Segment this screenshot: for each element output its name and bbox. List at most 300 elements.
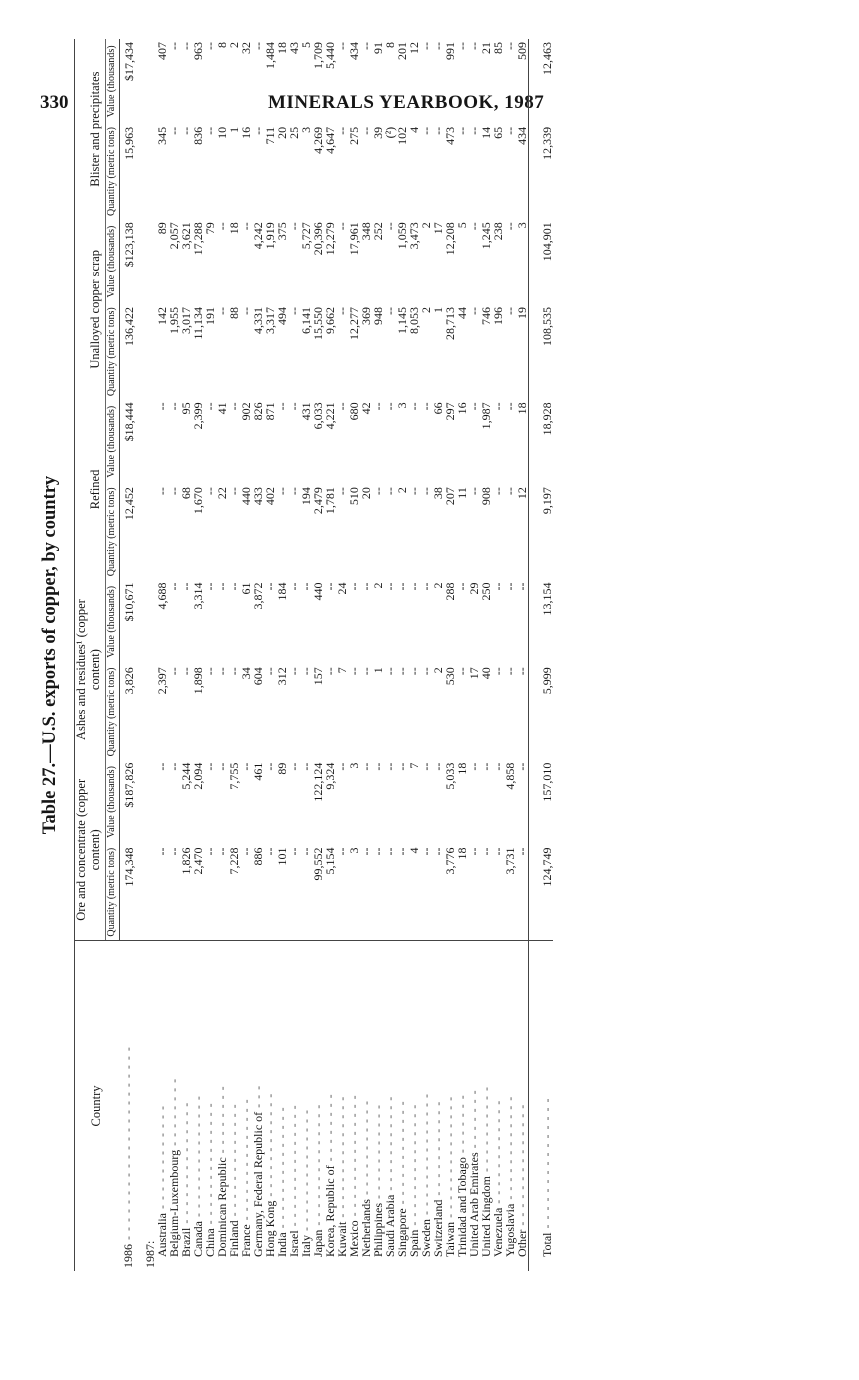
cell-quantity: --	[286, 306, 301, 315]
cell-quantity: 7	[334, 667, 349, 674]
leader-dots: - - - - - - - - - - - - - -	[442, 1095, 457, 1222]
cell-value: 461	[250, 762, 265, 781]
cell-quantity: --	[454, 126, 469, 135]
cell-quantity: 99,552	[310, 847, 325, 881]
cell-value: 1,059	[394, 222, 409, 250]
cell-quantity: --	[250, 126, 265, 135]
total-label-text: Total	[539, 1232, 554, 1257]
table-title: Table 27.—U.S. exports of copper, by country	[40, 475, 60, 835]
cell-quantity: --	[358, 667, 373, 676]
quantity-subheader: Quantity (metric tons)	[105, 664, 119, 759]
country-name: Taiwan	[442, 1221, 457, 1257]
cell-quantity: 7,228	[226, 847, 241, 875]
cell-quantity: 11	[454, 487, 469, 499]
country-name: Netherlands	[358, 1199, 373, 1257]
cell-value: 18,928	[528, 399, 553, 484]
cell-value: 18	[274, 42, 289, 54]
cell-value: --	[394, 582, 409, 591]
cell-quantity: 746	[478, 306, 493, 325]
cell-value: 2	[430, 582, 445, 589]
cell-value: --	[454, 582, 469, 591]
cell-quantity: 15,550	[310, 306, 325, 340]
cell-quantity: 886	[250, 847, 265, 866]
cell-quantity: 15,963	[121, 126, 136, 160]
cell-value: 871	[262, 402, 277, 421]
leader-dots: - - - - - - - - - -	[478, 1086, 493, 1176]
leader-dots: - - -	[250, 1084, 265, 1112]
cell-quantity: 12	[514, 487, 529, 500]
cell-value: $187,826	[121, 762, 136, 808]
cell-quantity: 34	[238, 667, 253, 680]
cell-value: --	[286, 222, 301, 231]
cell-value: 17	[430, 222, 445, 235]
cell-value: 4,242	[250, 222, 265, 250]
cell-value: 3,314	[190, 582, 205, 610]
cell-quantity: 345	[154, 126, 169, 145]
leader-dots: - - - - - - -	[466, 1089, 481, 1153]
cell-value: --	[226, 582, 241, 591]
leader-dots: - - - - - - - - - - - - - -	[310, 1103, 325, 1230]
table-row	[408, 39, 420, 1271]
cell-value: 12,208	[442, 222, 457, 256]
total-label	[528, 940, 553, 1271]
group-header-blister: Blister and precipitates	[75, 39, 106, 219]
cell-value: 61	[238, 582, 253, 595]
leader-dots: - - - - - - - - - - - -	[490, 1099, 505, 1208]
cell-value: 13,154	[528, 580, 553, 665]
leader-dots: - - - - - - - - - - - - -	[226, 1103, 241, 1221]
cell-value: 2,057	[166, 222, 181, 250]
cell-value: --	[370, 402, 385, 411]
value-subheader: Value (thousands)	[105, 399, 119, 484]
cell-value: 1,919	[262, 222, 277, 250]
cell-value: --	[382, 402, 397, 411]
cell-value: --	[202, 42, 217, 50]
cell-value: 297	[442, 402, 457, 421]
cell-quantity: 3,826	[121, 667, 136, 695]
cell-value: 29	[466, 582, 481, 595]
table-body	[119, 39, 553, 1271]
cell-value: --	[454, 42, 469, 50]
cell-quantity: 3	[346, 847, 361, 854]
cell-quantity: 19	[514, 306, 529, 319]
cell-quantity: 8,053	[406, 306, 421, 334]
page-number: 330	[40, 92, 69, 113]
cell-value: --	[382, 762, 397, 771]
table-row	[420, 39, 432, 1271]
table-row	[516, 39, 529, 1271]
cell-value: --	[478, 762, 493, 771]
group-header-ore: Ore and concentrate (copper content)	[75, 760, 106, 941]
cell-value: 250	[478, 582, 493, 601]
cell-value: 8	[382, 42, 397, 48]
cell-quantity: 12,339	[528, 124, 553, 219]
cell-quantity: --	[178, 126, 193, 135]
cell-quantity: --	[214, 667, 229, 676]
cell-quantity: 17	[466, 667, 481, 680]
cell-value: 201	[394, 42, 409, 60]
cell-quantity: 530	[442, 667, 457, 686]
cell-value: --	[286, 762, 301, 771]
cell-quantity: 1,781	[322, 487, 337, 515]
cell-value: 3	[346, 762, 361, 769]
cell-quantity: --	[394, 667, 409, 676]
cell-quantity: --	[490, 667, 505, 676]
leader-dots: - - - - - - - - - - - - - -	[238, 1098, 253, 1225]
cell-value: --	[334, 402, 349, 411]
cell-value: 2,399	[190, 402, 205, 430]
cell-value: --	[274, 402, 289, 411]
cell-quantity: --	[202, 847, 217, 856]
cell-quantity: 9,662	[322, 306, 337, 334]
table-row	[480, 39, 492, 1271]
cell-value: 1,987	[478, 402, 493, 430]
cell-quantity: 4,647	[322, 126, 337, 154]
cell-value: --	[286, 402, 301, 411]
cell-quantity: --	[154, 847, 169, 856]
table-row	[492, 39, 504, 1271]
cell-quantity: 11,134	[190, 306, 205, 340]
cell-quantity: --	[382, 847, 397, 856]
cell-value: --	[502, 222, 517, 231]
cell-value: --	[382, 582, 397, 591]
cell-value: --	[370, 762, 385, 771]
cell-value: --	[394, 762, 409, 771]
cell-quantity: --	[334, 487, 349, 496]
table-row	[312, 39, 324, 1271]
cell-quantity: 108,535	[528, 304, 553, 399]
cell-value: --	[466, 42, 481, 50]
cell-quantity: 12,277	[346, 306, 361, 340]
group-header-unalloyed-scrap: Unalloyed copper scrap	[75, 219, 106, 399]
cell-quantity: 124,749	[528, 844, 553, 940]
cell-quantity: --	[286, 667, 301, 676]
leader-dots: - - - - - - - - - - -	[358, 1100, 373, 1200]
value-subheader: Value (thousands)	[105, 760, 119, 845]
leader-dots: - - - - - - - - - - - - - -	[334, 1095, 349, 1222]
cell-value: 1,245	[478, 222, 493, 250]
table-row	[348, 39, 360, 1271]
table-row	[456, 39, 468, 1271]
country-name: Japan	[310, 1229, 325, 1257]
leader-dots: - - - - - - - - - - - -	[394, 1100, 409, 1209]
cell-quantity: --	[502, 306, 517, 315]
cell-quantity: 38	[430, 487, 445, 500]
country-name: France	[238, 1224, 253, 1257]
cell-quantity: 16	[238, 126, 253, 139]
cell-value: --	[490, 582, 505, 591]
country-name: Finland	[226, 1220, 241, 1257]
cell-value: --	[202, 402, 217, 411]
cell-value: 238	[490, 222, 505, 241]
cell-quantity: 1,826	[178, 847, 193, 875]
cell-value: --	[166, 402, 181, 411]
cell-value: --	[202, 582, 217, 591]
cell-quantity: 12,452	[121, 487, 136, 521]
cell-quantity: --	[214, 847, 229, 856]
cell-quantity: 68	[178, 487, 193, 500]
row-1986	[119, 39, 140, 1271]
cell-quantity: 142	[154, 306, 169, 325]
leader-dots: - - - - - - -	[454, 1094, 469, 1158]
leader-dots: - - - - - - - - - - - - - -	[514, 1103, 529, 1230]
cell-value: 991	[442, 42, 457, 60]
cell-quantity: 101	[274, 847, 289, 866]
cell-value: 826	[250, 402, 265, 421]
cell-quantity: --	[238, 306, 253, 315]
leader-dots: - - - - - - - - - - - - - -	[286, 1104, 301, 1231]
cell-quantity: 136,422	[121, 306, 136, 346]
cell-quantity: --	[418, 847, 433, 856]
cell-value: --	[334, 762, 349, 771]
table-row	[228, 39, 240, 1271]
cell-value: 431	[298, 402, 313, 421]
cell-value: --	[334, 42, 349, 50]
cell-value: 24	[334, 582, 349, 595]
cell-value: --	[298, 582, 313, 591]
cell-quantity: --	[286, 847, 301, 856]
table-row	[372, 39, 384, 1271]
leader-dots: - - - - - - - - - - -	[382, 1095, 397, 1195]
cell-value: --	[214, 762, 229, 771]
cell-value: --	[418, 402, 433, 411]
cell-quantity: --	[202, 667, 217, 676]
cell-quantity: 22	[214, 487, 229, 500]
country-name: Switzerland	[430, 1199, 445, 1257]
country-name: United Arab Emirates	[466, 1152, 481, 1257]
country-name: Australia	[154, 1213, 169, 1257]
cell-quantity: 20	[358, 487, 373, 500]
table-row	[288, 39, 300, 1271]
row-label-text: 1986	[121, 1244, 136, 1268]
cell-quantity: --	[298, 667, 313, 676]
cell-quantity: --	[370, 847, 385, 856]
country-name: Italy	[298, 1235, 313, 1257]
leader-dots: - - - - - - - - - - -	[430, 1100, 445, 1200]
cell-quantity: 1	[430, 306, 445, 313]
country-name: Trinidad and Tobago	[454, 1157, 469, 1257]
cell-quantity: 2	[430, 667, 445, 674]
cell-value: 3	[394, 402, 409, 409]
cell-quantity: --	[466, 126, 481, 135]
spacer-cell	[140, 39, 156, 940]
cell-quantity: 440	[238, 487, 253, 506]
cell-value: 21	[478, 42, 493, 54]
cell-value: 3,473	[406, 222, 421, 250]
country-name: Mexico	[346, 1220, 361, 1257]
cell-quantity: --	[382, 306, 397, 315]
cell-quantity: --	[226, 487, 241, 496]
cell-quantity: --	[202, 487, 217, 496]
cell-quantity: --	[502, 487, 517, 496]
group-header-refined: Refined	[75, 399, 106, 579]
cell-value: 32	[238, 42, 253, 54]
year-label: 1987:	[140, 940, 156, 1271]
cell-value: 43	[286, 42, 301, 54]
cell-value: 66	[430, 402, 445, 415]
cell-value: --	[214, 222, 229, 231]
cell-value: --	[226, 402, 241, 411]
table-row	[504, 39, 516, 1271]
cell-value: --	[154, 402, 169, 411]
table-row	[384, 39, 396, 1271]
cell-value: --	[358, 42, 373, 50]
value-subheader: Value (thousands)	[105, 39, 119, 124]
country-name: Belgium-Luxembourg	[166, 1149, 181, 1257]
cell-value: 91	[370, 42, 385, 54]
cell-value: --	[166, 42, 181, 50]
country-name: India	[274, 1232, 289, 1257]
cell-quantity: --	[466, 487, 481, 496]
cell-quantity: 312	[274, 667, 289, 686]
leader-dots: - - - - - - - - - - - - - -	[178, 1101, 193, 1228]
cell-value: 7,755	[226, 762, 241, 790]
cell-value: --	[154, 762, 169, 771]
running-header: MINERALS YEARBOOK, 1987	[268, 92, 545, 113]
cell-quantity: --	[418, 126, 433, 135]
country-name: Venezuela	[490, 1207, 505, 1257]
cell-quantity: 18	[454, 847, 469, 860]
leader-dots: - - - - - - - - - - - - - -	[298, 1109, 313, 1235]
leader-dots: - - - - - - - - - - - - - -	[418, 1093, 433, 1219]
table-row	[264, 39, 276, 1271]
cell-quantity: --	[370, 487, 385, 496]
cell-quantity: 157	[310, 667, 325, 686]
leader-dots: - - - - - - - -	[214, 1085, 229, 1158]
country-name: Saudi Arabia	[382, 1194, 397, 1257]
cell-value: --	[238, 762, 253, 771]
cell-value: --	[298, 762, 313, 771]
exports-table	[74, 39, 553, 1271]
cell-quantity: --	[382, 667, 397, 676]
country-name: Korea, Republic of	[322, 1165, 337, 1257]
quantity-subheader: Quantity (metric tons)	[105, 484, 119, 579]
cell-value: 2	[418, 222, 433, 229]
cell-quantity: --	[454, 667, 469, 676]
cell-value: 5,033	[442, 762, 457, 790]
cell-value: --	[430, 762, 445, 771]
cell-value: --	[334, 222, 349, 231]
rotated-table-area	[38, 35, 858, 1275]
quantity-subheader: Quantity (metric tons)	[105, 844, 119, 940]
cell-quantity: 494	[274, 306, 289, 325]
cell-value: 9,324	[322, 762, 337, 790]
cell-quantity: --	[202, 126, 217, 135]
cell-quantity: --	[430, 847, 445, 856]
cell-quantity: 711	[262, 126, 277, 145]
cell-value: --	[250, 42, 265, 50]
leader-dots: - - - - - - - - - - - -	[154, 1105, 169, 1213]
country-name: Israel	[286, 1230, 301, 1257]
cell-value: --	[466, 762, 481, 771]
cell-value: 41	[214, 402, 229, 415]
cell-value: --	[286, 582, 301, 591]
cell-quantity: 4	[406, 126, 421, 133]
cell-value: 440	[310, 582, 325, 601]
cell-value: --	[490, 762, 505, 771]
cell-quantity: --	[490, 847, 505, 856]
country-name: Yugoslavia	[502, 1203, 517, 1257]
cell-quantity: 4	[406, 847, 421, 854]
cell-quantity: --	[490, 487, 505, 496]
table-row	[432, 39, 444, 1271]
cell-quantity: 3	[298, 126, 313, 133]
cell-quantity: 88	[226, 306, 241, 319]
cell-value: $17,434	[121, 42, 136, 81]
table-row	[396, 39, 408, 1271]
cell-value: 79	[202, 222, 217, 235]
cell-value: --	[502, 582, 517, 591]
table-row	[444, 39, 456, 1271]
cell-value: --	[418, 582, 433, 591]
cell-quantity: 402	[262, 487, 277, 506]
cell-value: 509	[514, 42, 529, 60]
cell-quantity: --	[394, 847, 409, 856]
cell-quantity: 4,269	[310, 126, 325, 154]
cell-quantity: 604	[250, 667, 265, 686]
cell-value: 12,463	[528, 39, 553, 124]
country-name: Singapore	[394, 1208, 409, 1257]
cell-value: 288	[442, 582, 457, 601]
cell-quantity: 1,898	[190, 667, 205, 695]
cell-quantity: --	[502, 667, 517, 676]
cell-quantity: 20	[274, 126, 289, 139]
cell-quantity: --	[418, 667, 433, 676]
cell-quantity: 44	[454, 306, 469, 319]
cell-value: --	[418, 762, 433, 771]
cell-quantity: 207	[442, 487, 457, 506]
cell-value: 4,688	[154, 582, 169, 610]
country-name: Spain	[406, 1229, 421, 1257]
cell-quantity: 102	[394, 126, 409, 145]
country-label	[516, 940, 529, 1271]
table-row	[216, 39, 228, 1271]
cell-value: 20,396	[310, 222, 325, 256]
cell-quantity: --	[502, 126, 517, 135]
country-column-header: Country	[75, 940, 120, 1271]
cell-quantity: 28,713	[442, 306, 457, 340]
table-row	[300, 39, 312, 1271]
leader-dots: - - - - - - - - - - -	[370, 1104, 385, 1203]
cell-quantity: 948	[370, 306, 385, 325]
country-name: Philippines	[370, 1202, 385, 1257]
cell-value: 3	[514, 222, 529, 229]
cell-value: --	[406, 402, 421, 411]
cell-quantity: (²)	[382, 126, 397, 139]
country-name: Canada	[190, 1221, 205, 1257]
cell-value: --	[346, 582, 361, 591]
cell-quantity: --	[466, 847, 481, 856]
cell-value: 89	[154, 222, 169, 235]
cell-quantity: 1,145	[394, 306, 409, 334]
cell-quantity: 3,776	[442, 847, 457, 875]
cell-value: --	[406, 582, 421, 591]
cell-value: 12,279	[322, 222, 337, 256]
cell-value: 3,872	[250, 582, 265, 610]
cell-value: 85	[490, 42, 505, 54]
cell-quantity: 5,154	[322, 847, 337, 875]
cell-quantity: 2,397	[154, 667, 169, 695]
cell-value: --	[502, 42, 517, 50]
cell-value: 1,484	[262, 42, 277, 69]
cell-value: 902	[238, 402, 253, 421]
cell-value: --	[166, 762, 181, 771]
leader-dots: - - - - - - - - - - - - - -	[202, 1102, 217, 1229]
country-name: Hong Kong	[262, 1200, 277, 1257]
cell-quantity: 2,479	[310, 487, 325, 515]
cell-quantity: 3,731	[502, 847, 517, 875]
cell-quantity: 473	[442, 126, 457, 145]
